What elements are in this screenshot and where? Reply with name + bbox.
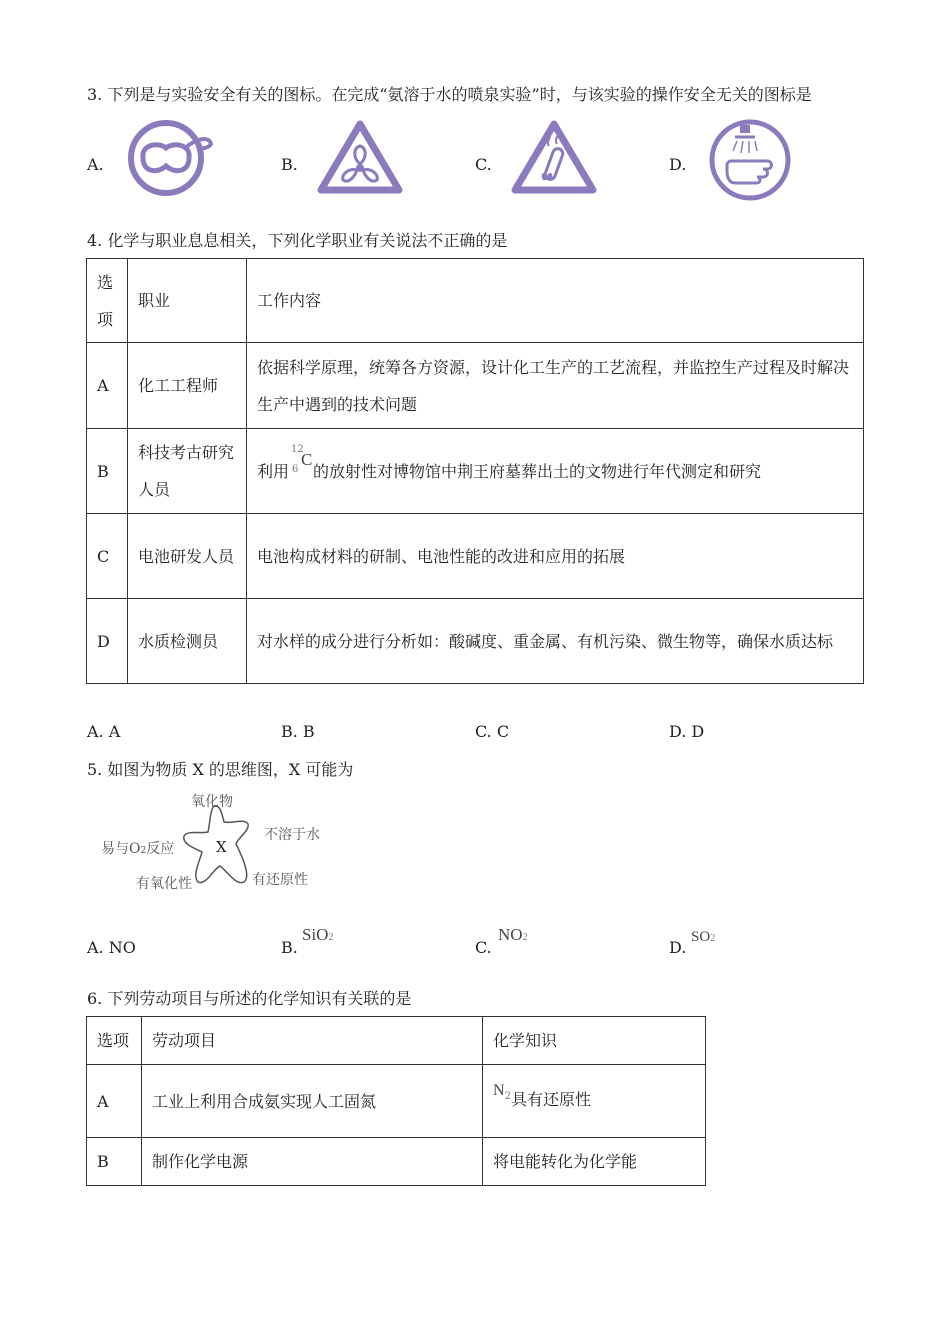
q4-answer-a: A. A	[87, 722, 121, 741]
option-formula: SiO	[302, 925, 329, 944]
row-option: A	[87, 1065, 142, 1138]
q5-option-d-formula	[691, 929, 715, 946]
option-formula: SO	[691, 929, 711, 945]
header-knowledge: 化学知识	[483, 1017, 706, 1065]
row-knowledge	[483, 1065, 706, 1138]
isotope-symbol: C	[301, 450, 313, 469]
content-prefix: 利用	[257, 461, 290, 481]
row-option: B	[87, 1138, 142, 1186]
isotope-notation	[289, 444, 313, 484]
row-job: 科技考古研究人员	[128, 429, 247, 514]
q3-option-b-label: B.	[281, 155, 298, 174]
row-job: 电池研发人员	[128, 514, 247, 599]
option-formula: NO	[498, 925, 523, 944]
knowledge-sub: 2	[504, 1091, 511, 1102]
option-sub: 2	[522, 932, 528, 943]
q5-option-c-formula	[498, 925, 528, 945]
map-center: X	[216, 838, 227, 856]
row-option: D	[87, 599, 128, 684]
wash-hands-icon	[707, 117, 793, 203]
q5-stem: 5. 如图为物质 X 的思维图，X 可能为	[87, 760, 354, 779]
row-project: 工业上利用合成氨实现人工固氮	[142, 1065, 483, 1138]
row-content: 依据科学原理，统筹各方资源，设计化工生产的工艺流程，并监控生产过程及时解决生产中遇到的技术问题	[247, 343, 864, 429]
table-row	[87, 514, 864, 599]
row-option: C	[87, 514, 128, 599]
row-option: B	[87, 429, 128, 514]
q4-table	[86, 258, 864, 684]
q6-stem: 6. 下列劳动项目与所述的化学知识有关联的是	[87, 989, 412, 1008]
map-left-suffix: 反应	[146, 841, 175, 857]
row-content: 对水样的成分进行分析如：酸碱度、重金属、有机污染、微生物等，确保水质达标	[247, 599, 864, 684]
knowledge-text: 具有还原性	[510, 1090, 591, 1109]
q3-option-d-label: D.	[669, 155, 687, 174]
option-formula: NO	[108, 938, 136, 957]
q5-option-a	[87, 938, 136, 957]
header-content: 工作内容	[247, 259, 864, 343]
q6-table	[86, 1016, 706, 1186]
table-header-row	[87, 259, 864, 343]
header-job: 职业	[128, 259, 247, 343]
q4-answer-b: B. B	[281, 722, 315, 741]
map-left	[101, 838, 174, 858]
option-label: A.	[87, 938, 104, 957]
row-job: 水质检测员	[128, 599, 247, 684]
row-knowledge: 将电能转化为化学能	[483, 1138, 706, 1186]
isotope-atomic: 6	[292, 464, 299, 475]
map-right: 不溶于水	[264, 827, 320, 843]
content-suffix: 的放射性对博物馆中荆王府墓葬出土的文物进行年代测定和研究	[313, 461, 762, 481]
header-option: 选项	[87, 259, 128, 343]
heating-test-tube-icon	[509, 118, 599, 198]
q4-stem: 4. 化学与职业息息相关，下列化学职业有关说法不正确的是	[87, 231, 508, 250]
q5-option-b-formula	[302, 925, 333, 945]
header-option: 选项	[87, 1017, 142, 1065]
option-sub: 2	[328, 932, 334, 943]
table-row	[87, 599, 864, 684]
goggles-icon	[123, 118, 215, 196]
row-content	[247, 429, 864, 514]
header-project: 劳动项目	[142, 1017, 483, 1065]
table-row	[87, 343, 864, 429]
row-project: 制作化学电源	[142, 1138, 483, 1186]
map-left-formula: O	[129, 841, 141, 857]
table-header-row	[87, 1017, 706, 1065]
q4-answer-c: C. C	[475, 722, 510, 741]
q5-option-c-label: C.	[475, 938, 492, 957]
table-row	[87, 1065, 706, 1138]
table-row	[87, 1138, 706, 1186]
map-left-sub: 2	[140, 846, 147, 856]
map-top: 氧化物	[191, 794, 233, 810]
option-sub: 2	[710, 933, 716, 944]
map-bottom-left: 有氧化性	[136, 876, 192, 892]
knowledge-formula: N	[493, 1082, 505, 1099]
q5-option-b-label: B.	[281, 938, 298, 957]
q3-stem: 3. 下列是与实验安全有关的图标。在完成“氨溶于水的喷泉实验”时，与该实验的操作安全无关的图标是	[87, 85, 812, 104]
ventilation-fan-icon	[315, 118, 405, 198]
q4-answer-d: D. D	[669, 722, 705, 741]
row-option: A	[87, 343, 128, 429]
q3-option-a-label: A.	[87, 155, 104, 174]
q5-option-d-label: D.	[669, 938, 687, 957]
row-content: 电池构成材料的研制、电池性能的改进和应用的拓展	[247, 514, 864, 599]
isotope-mass: 12	[291, 444, 304, 455]
map-left-prefix: 易与	[101, 841, 129, 857]
row-job: 化工工程师	[128, 343, 247, 429]
map-bottom-right: 有还原性	[252, 872, 308, 888]
table-row	[87, 429, 864, 514]
q3-option-c-label: C.	[475, 155, 492, 174]
